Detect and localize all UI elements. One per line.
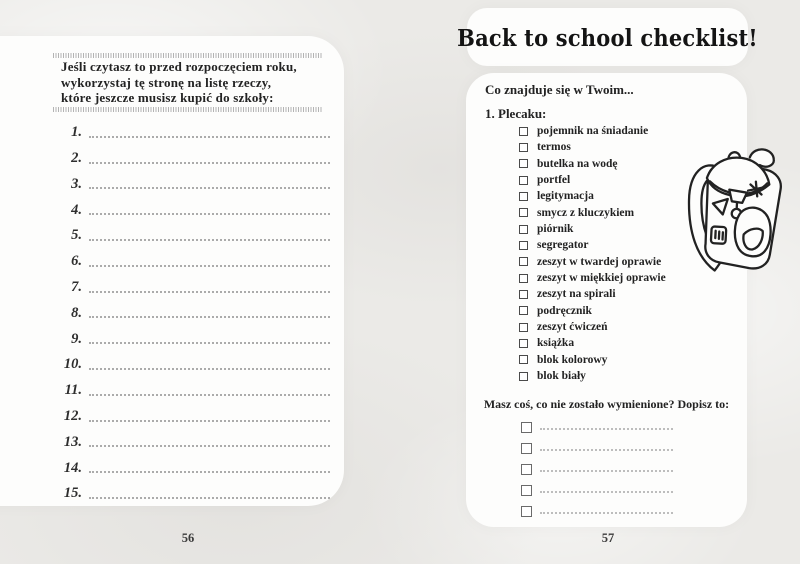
checklist-item-label: segregator [537,239,589,252]
checklist-row [519,303,729,319]
row-number: 2. [71,150,82,167]
row-number: 5. [71,227,82,244]
shopping-list-row [53,191,330,217]
write-in-line [540,512,673,514]
subtitle: Co znajduje się w Twoim... [485,82,634,97]
row-number: 7. [71,279,82,296]
checklist-item-label: butelka na wodę [537,157,618,170]
write-in-line [89,445,330,447]
checklist-item-label: legitymacja [537,190,594,203]
checklist-item-label: zeszyt w miękkiej oprawie [537,272,666,285]
checkbox[interactable] [519,355,528,364]
row-number: 14. [63,459,82,476]
checklist-row [519,123,729,139]
checklist-item-label: podręcznik [537,304,592,317]
row-number: 13. [63,433,82,450]
shopping-list-row [53,217,330,243]
checkbox[interactable] [519,127,528,136]
checkbox[interactable] [521,443,532,454]
extra-item-row [521,480,673,501]
intro-line: Jeśli czytasz to przed rozpoczęciem roku, [61,59,297,74]
section-heading: 1. Plecaku: [485,106,547,121]
checklist-item-label: blok kolorowy [537,353,608,366]
checkbox[interactable] [519,306,528,315]
write-in-line [540,491,673,493]
row-number: 4. [71,201,82,218]
checklist-item-label: książka [537,337,575,350]
checkbox[interactable] [519,274,528,283]
shopping-list-row [53,372,330,398]
checklist-item-label: portfel [537,174,571,187]
checklist-row [519,319,729,335]
checkbox[interactable] [521,464,532,475]
checklist-row [519,352,729,368]
row-number: 8. [71,304,82,321]
extra-item-row [521,417,673,438]
backpack-doodle-icon [680,140,795,281]
write-in-line [89,187,330,189]
row-number: 1. [71,124,82,141]
page-number-right: 57 [601,531,615,545]
shopping-list-row [53,475,330,501]
write-in-line [89,316,330,318]
write-in-line [89,471,330,473]
row-number: 3. [71,175,82,192]
write-in-line [540,449,673,451]
write-in-line [89,136,330,138]
page-title: Back to school checklist! [457,23,758,51]
shopping-list-row [53,166,330,192]
checklist-row [519,286,729,302]
shopping-list-row [53,424,330,450]
shopping-list-row [53,295,330,321]
checkbox[interactable] [519,339,528,348]
write-in-line [89,394,330,396]
checkbox[interactable] [519,241,528,250]
checkbox[interactable] [519,176,528,185]
shopping-list-row [53,398,330,424]
write-in-line [89,368,330,370]
checklist-item-label: piórnik [537,223,574,236]
extra-items-list [521,417,673,522]
checkbox[interactable] [521,422,532,433]
shopping-list-row [53,346,330,372]
extra-item-row [521,459,673,480]
write-in-line [89,162,330,164]
checklist-row [519,335,729,351]
write-in-line [540,428,673,430]
checkbox[interactable] [521,506,532,517]
write-in-line [89,291,330,293]
checklist-item-label: blok biały [537,370,586,383]
checklist-item-label: smycz z kluczykiem [537,206,635,219]
shopping-list-row [53,449,330,475]
checkbox[interactable] [519,143,528,152]
intro-line: wykorzystaj tę stronę na listę rzeczy, [61,74,272,90]
row-number: 11. [64,382,82,399]
write-in-line [89,265,330,267]
extra-items-prompt: Masz coś, co nie zostało wymienione? Dopisz to: [483,397,730,411]
left-page [0,36,344,506]
checklist-item-label: zeszyt ćwiczeń [537,321,608,334]
row-number: 12. [63,408,82,425]
write-in-line [540,470,673,472]
write-in-line [89,497,330,499]
checklist-item-label: zeszyt na spirali [537,288,616,301]
checkbox[interactable] [519,192,528,201]
checklist-item-label: pojemnik na śniadanie [537,125,649,138]
extra-item-row [521,438,673,459]
intro-line: które jeszcze musisz kupić do szkoły: [61,90,274,105]
shopping-list-row [53,114,330,140]
intro-text [61,59,333,106]
checkbox[interactable] [519,290,528,299]
page-number-left: 56 [181,531,195,545]
checkbox[interactable] [519,225,528,234]
checklist-item-label: termos [537,141,571,154]
checklist-row [519,368,729,384]
write-in-line [89,342,330,344]
checkbox[interactable] [519,372,528,381]
shopping-list [53,114,330,501]
row-number: 6. [71,253,82,270]
extra-item-row [521,501,673,522]
checklist-item-label: zeszyt w twardej oprawie [537,255,662,268]
shopping-list-row [53,269,330,295]
write-in-line [89,420,330,422]
hatch-divider-bottom [53,107,322,112]
row-number: 9. [71,330,82,347]
checkbox[interactable] [519,323,528,332]
shopping-list-row [53,140,330,166]
checkbox[interactable] [519,257,528,266]
row-number: 10. [63,356,82,373]
checkbox[interactable] [519,159,528,168]
hatch-divider-top [53,53,322,58]
shopping-list-row [53,243,330,269]
checkbox[interactable] [521,485,532,496]
row-number: 15. [63,485,82,502]
shopping-list-row [53,320,330,346]
write-in-line [89,213,330,215]
checkbox[interactable] [519,208,528,217]
write-in-line [89,239,330,241]
title-box [457,8,758,66]
